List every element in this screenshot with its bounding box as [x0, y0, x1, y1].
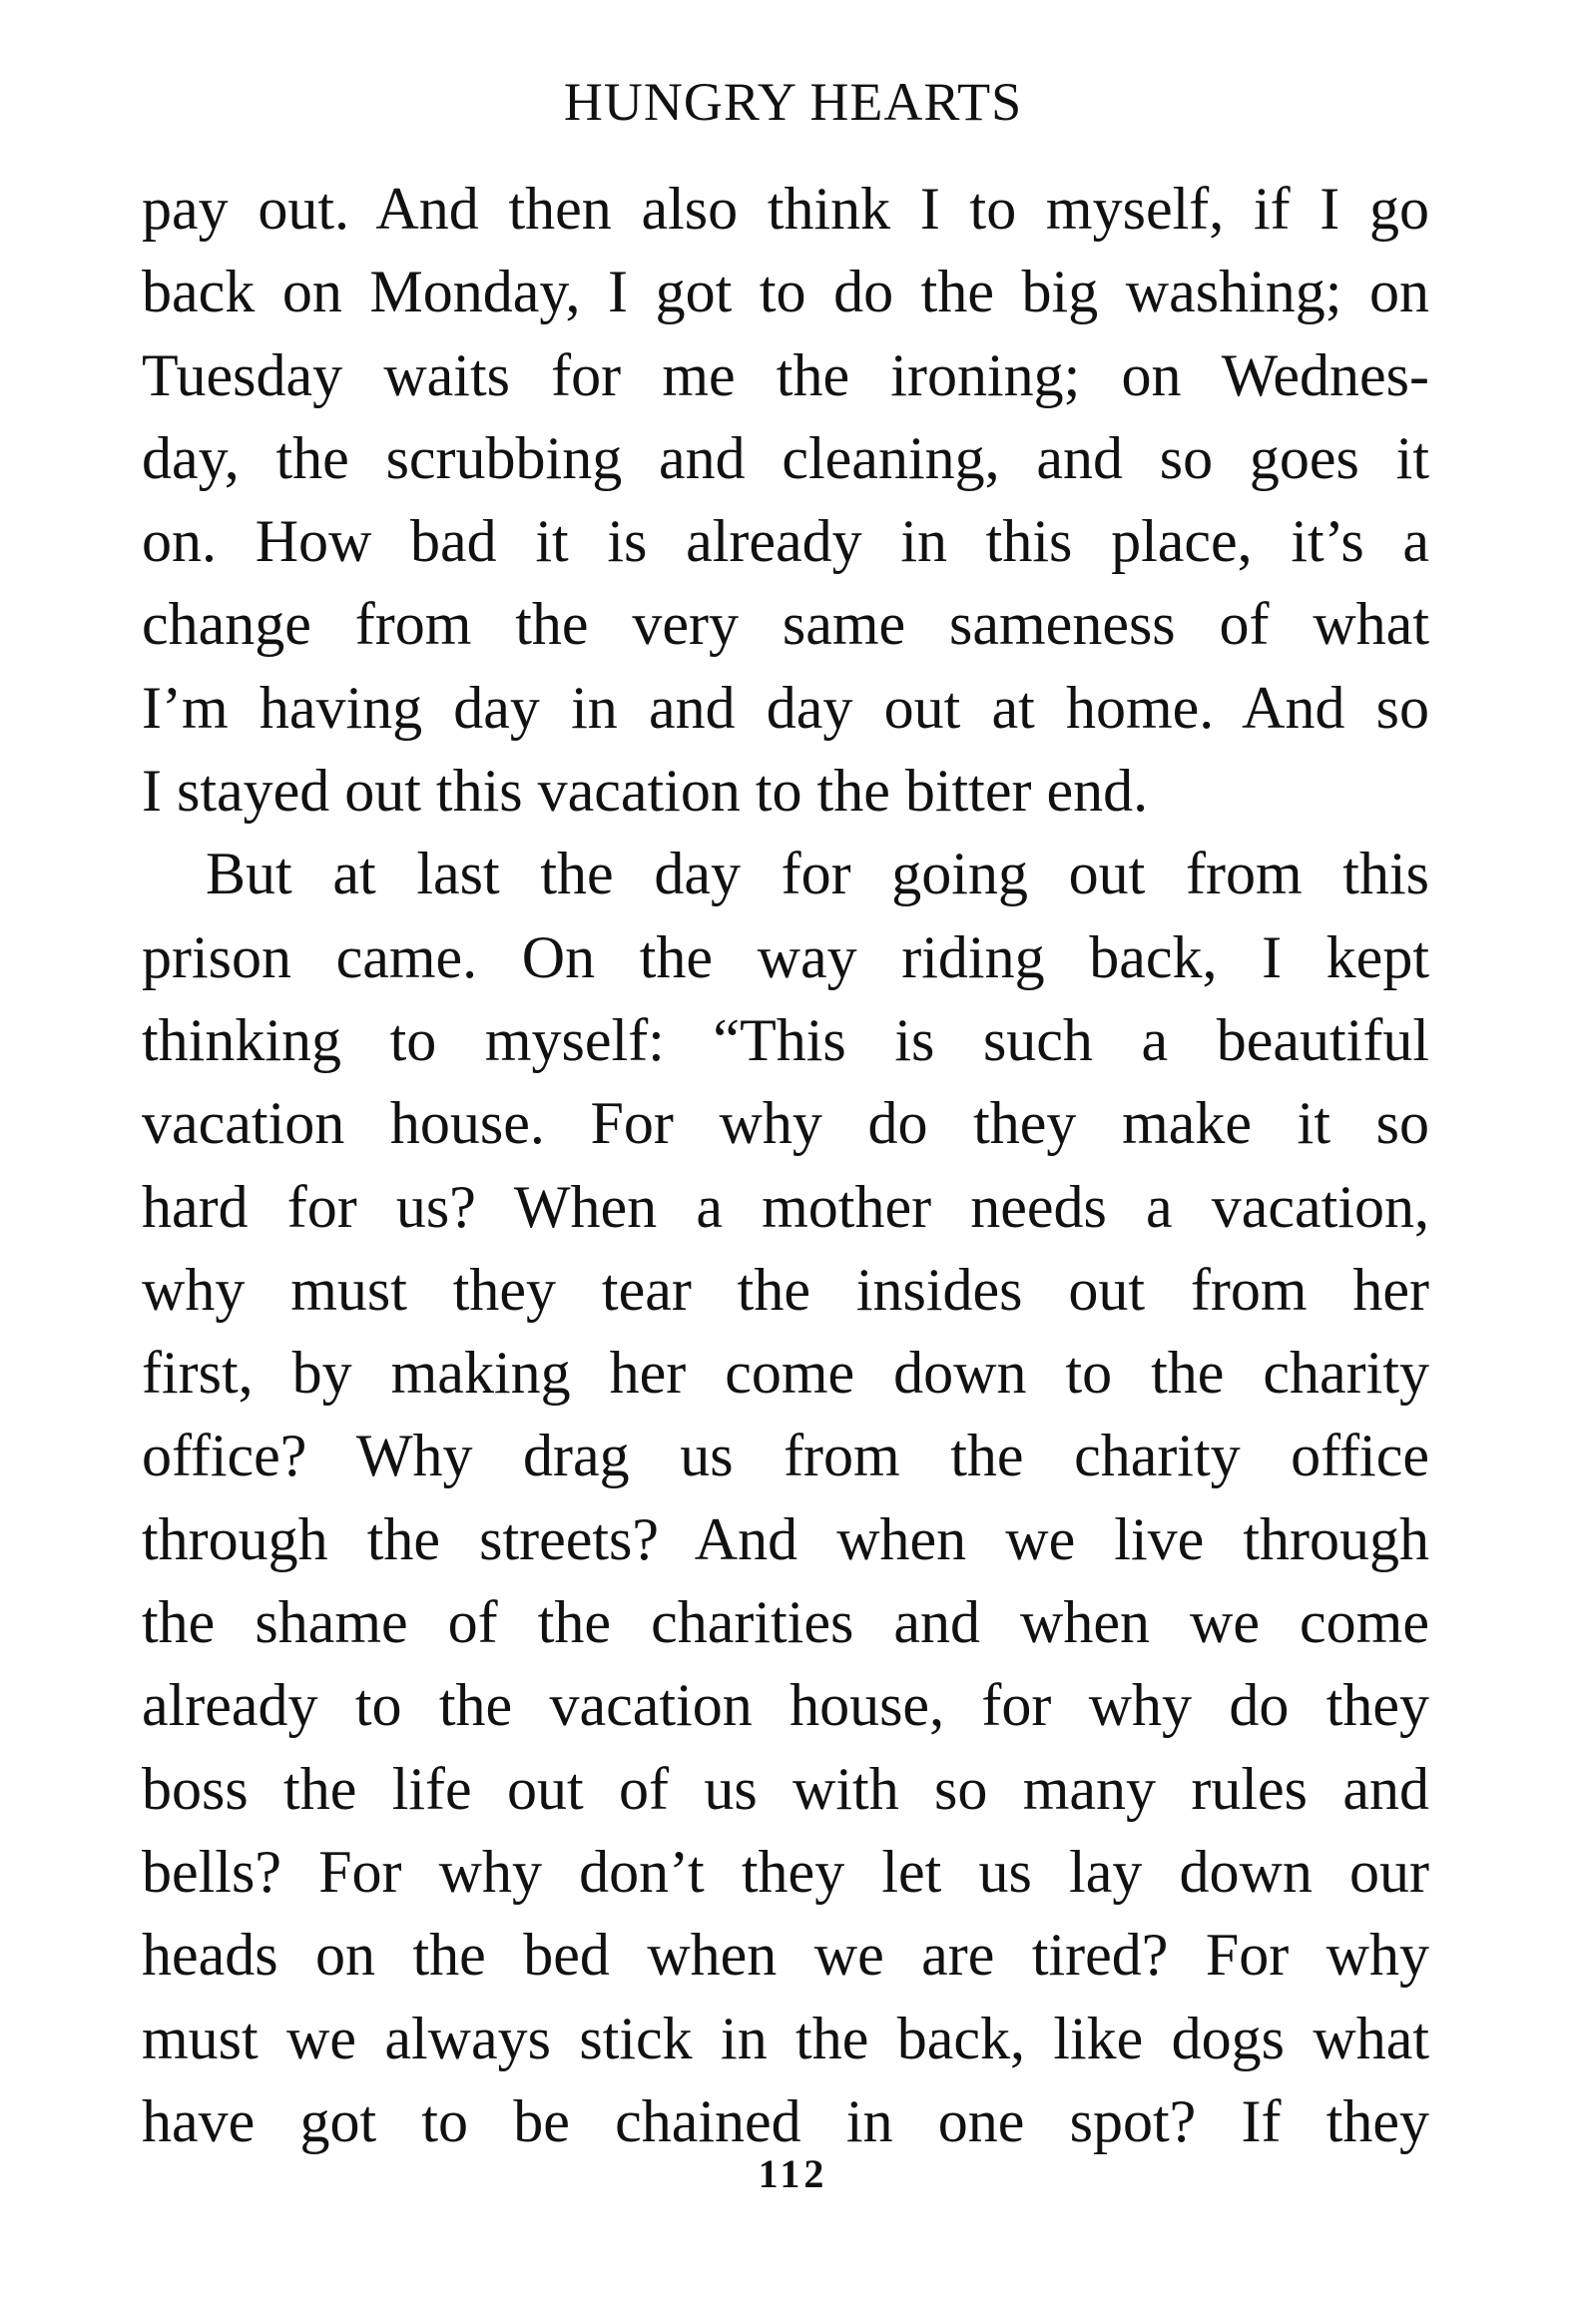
- text-line: why must they tear the insides out from her: [142, 1256, 1429, 1323]
- text-line: change from the very same sameness of what: [142, 591, 1429, 658]
- text-line: hard for us? When a mother needs a vacation,: [142, 1173, 1429, 1240]
- text-line: bells? For why don’t they let us lay down our: [142, 1838, 1429, 1905]
- text-line: back on Monday, I got to do the big washing; on: [142, 259, 1429, 325]
- text-line: office? Why drag us from the charity office: [142, 1423, 1429, 1489]
- text-line: I stayed out this vacation to the bitter end.: [142, 758, 1149, 825]
- text-line: I’m having day in and day out at home. And so: [142, 674, 1429, 741]
- text-line: have got to be chained in one spot? If they: [142, 2087, 1429, 2154]
- text-line: pay out. And then also think I to myself, if I go: [142, 176, 1429, 242]
- text-line: thinking to myself: “This is such a beautiful: [142, 1006, 1429, 1073]
- text-line: the shame of the charities and when we come: [142, 1589, 1429, 1656]
- text-line: on. How bad it is already in this place, it’s a: [142, 508, 1429, 575]
- text-line: Tuesday waits for me the ironing; on Wednes-: [142, 341, 1429, 408]
- text-line: boss the life out of us with so many rules and: [142, 1755, 1429, 1822]
- running-head-title: HUNGRY HEARTS: [563, 72, 1023, 132]
- text-line: heads on the bed when we are tired? For why: [142, 1922, 1429, 1989]
- text-line: prison came. On the way riding back, I kept: [142, 923, 1429, 990]
- text-line: through the streets? And when we live through: [142, 1505, 1429, 1572]
- text-line: But at last the day for going out from this: [206, 841, 1429, 907]
- text-line: already to the vacation house, for why do they: [142, 1672, 1429, 1739]
- page-number: 112: [758, 2151, 828, 2196]
- text-line: day, the scrubbing and cleaning, and so goes it: [142, 424, 1429, 491]
- text-line: vacation house. For why do they make it so: [142, 1090, 1429, 1157]
- text-line: must we always stick in the back, like dogs what: [142, 2005, 1429, 2071]
- text-line: first, by making her come down to the charity: [142, 1340, 1429, 1407]
- body-text: [142, 168, 1429, 2163]
